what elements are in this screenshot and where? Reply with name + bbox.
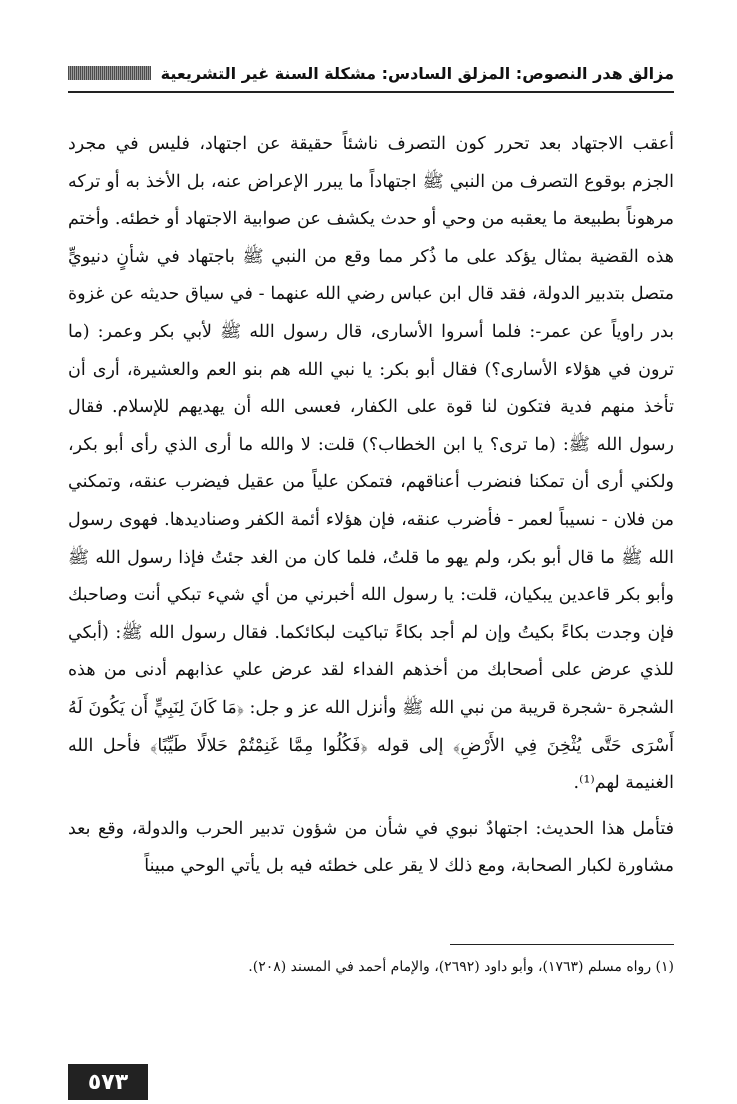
header-decorative-bar [68, 66, 151, 80]
header-divider [68, 91, 674, 93]
paragraph-1: أعقب الاجتهاد بعد تحرر كون التصرف ناشئاً حقيقة عن اجتهاد، فليس في مجرد الجزم بوقوع التصرف من النبي ﷺ اجتهاداً ما يبرر الإعراض عنه، بل الأخذ به أو تركه مرهوناً بطبيعة ما يعقبه من وحي أو حدث يكشف عن صوابية الاجتهاد أو خطئه. وأختم هذه القضية بمثال يؤكد على ما ذُكر مما وقع من النبي ﷺ باجتهاد في شأنٍ دنيويٍّ متصل بتدبير الدولة، فقد قال ابن عباس رضي الله عنهما - في سياق حديثه عن غزوة بدر راوياً عن عمر-: فلما أسروا الأسارى، قال رسول الله ﷺ لأبي بكر وعمر: (ما ترون في هؤلاء الأسارى؟) فقال أبو بكر: يا نبي الله هم بنو العم والعشيرة، أرى أن تأخذ منهم فدية فتكون لنا قوة على الكفار، فعسى الله أن يهديهم للإسلام. فقال رسول الله ﷺ: (ما ترى؟ يا ابن الخطاب؟) قلت: لا والله ما أرى الذي رأى أبو بكر، ولكني أرى أن تمكنا فنضرب أعناقهم، فتمكن علياً من عقيل فيضرب عنقه، وتمكني من فلان - نسيباً لعمر - فأضرب عنقه، فإن هؤلاء أئمة الكفر وصناديدها. فهوى رسول الله ﷺ ما قال أبو بكر، ولم يهو ما قلتُ، فلما كان من الغد جئتُ فإذا رسول الله ﷺ وأبو بكر قاعدين يبكيان، قلت: يا رسول الله أخبرني من أي شيء تبكي أنت وصاحبك فإن وجدت بكاءً بكيتُ وإن لم أجد بكاءً تباكيت لبكائكما. فقال رسول الله ﷺ: (أبكي للذي عرض على أصحابك من أخذهم الفداء لقد عرض علي عذابهم أدنى من هذه الشجرة -شجرة قريبة من نبي الله ﷺ وأنزل الله عز و جل: ﴿مَا كَانَ لِنَبِيٍّ أَن يَكُونَ لَهُ أَسْرَى حَتَّى يُثْخِنَ فِي الأَرْضِ﴾ إلى قوله ﴿فَكُلُوا مِمَّا غَنِمْتُمْ حَلالًا طَيِّبًا﴾ فأحل الله الغنيمة لهم⁽¹⁾. [68, 134, 674, 794]
page-number: ٥٧٣ [68, 1064, 148, 1100]
footnote: (١) رواه مسلم (١٧٦٣)، وأبو داود (٢٦٩٢)، والإمام أحمد في المسند (٢٠٨). [248, 959, 674, 975]
footnote-divider [450, 944, 674, 945]
body-text [68, 126, 674, 886]
header-title: مزالق هدر النصوص: المزلق السادس: مشكلة السنة غير التشريعية [160, 63, 674, 83]
paragraph-2: فتأمل هذا الحديث: اجتهادٌ نبوي في شأن من شؤون تدبير الحرب والدولة، وقع بعد مشاورة لكبار الصحابة، ومع ذلك لا يقر على خطئه فيه بل يأتي الوحي مبيناً [68, 818, 674, 877]
running-header [68, 60, 674, 86]
